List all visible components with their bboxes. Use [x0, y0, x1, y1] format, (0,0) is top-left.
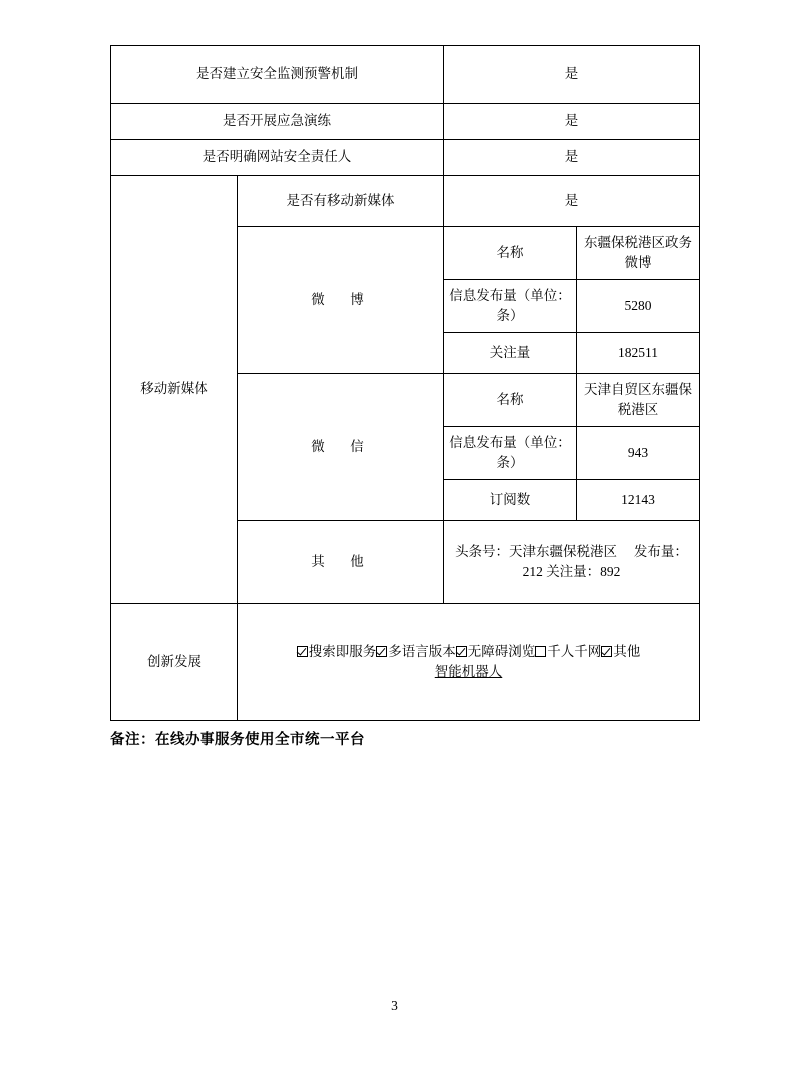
weibo-label: 微 博: [238, 227, 444, 374]
innovation-other-text: 智能机器人: [434, 664, 503, 679]
innovation-option-2[interactable]: 无障碍浏览: [456, 644, 536, 659]
security-value-2: 是: [444, 140, 700, 176]
table-row: [111, 46, 700, 104]
weixin-value-0: 天津自贸区东疆保税港区: [577, 374, 700, 427]
innovation-option-0[interactable]: 搜索即服务: [297, 644, 377, 659]
innovation-option-4[interactable]: 其他: [601, 644, 640, 659]
weibo-value-2: 182511: [577, 333, 700, 374]
checkbox-icon[interactable]: [535, 646, 546, 657]
weibo-key-1: 信息发布量（单位：条）: [444, 280, 577, 333]
checkbox-icon[interactable]: [601, 646, 612, 657]
security-value-1: 是: [444, 104, 700, 140]
weixin-key-1: 信息发布量（单位：条）: [444, 427, 577, 480]
table-row: [111, 176, 700, 227]
page-number: 3: [391, 998, 398, 1013]
weibo-key-0: 名称: [444, 227, 577, 280]
report-table: [110, 45, 700, 721]
weixin-key-2: 订阅数: [444, 480, 577, 521]
table-row: [111, 104, 700, 140]
weibo-key-2: 关注量: [444, 333, 577, 374]
section-label-innovation: 创新发展: [111, 604, 238, 721]
has-mobile-media-label: 是否有移动新媒体: [238, 176, 444, 227]
other-media-label: 其 他: [238, 521, 444, 604]
weixin-label: 微 信: [238, 374, 444, 521]
security-value-0: 是: [444, 46, 700, 104]
footer-note: 备注：在线办事服务使用全市统一平台: [110, 732, 365, 748]
other-media-value: 头条号：天津东疆保税港区 发布量：212 关注量：892: [444, 521, 700, 604]
innovation-option-1[interactable]: 多语言版本: [376, 644, 456, 659]
weibo-value-1: 5280: [577, 280, 700, 333]
table-row: [111, 140, 700, 176]
security-label-2: 是否明确网站安全责任人: [111, 140, 444, 176]
weixin-key-0: 名称: [444, 374, 577, 427]
weixin-value-1: 943: [577, 427, 700, 480]
weixin-value-2: 12143: [577, 480, 700, 521]
section-label-mobile-media: 移动新媒体: [111, 176, 238, 604]
weibo-value-0: 东疆保税港区政务微博: [577, 227, 700, 280]
has-mobile-media-value: 是: [444, 176, 700, 227]
security-label-1: 是否开展应急演练: [111, 104, 444, 140]
checkbox-icon[interactable]: [456, 646, 467, 657]
checkbox-icon[interactable]: [376, 646, 387, 657]
innovation-options-cell: [238, 604, 700, 721]
security-label-0: 是否建立安全监测预警机制: [111, 46, 444, 104]
innovation-option-3[interactable]: 千人千网: [535, 644, 601, 659]
table-row: [111, 604, 700, 721]
checkbox-icon[interactable]: [297, 646, 308, 657]
